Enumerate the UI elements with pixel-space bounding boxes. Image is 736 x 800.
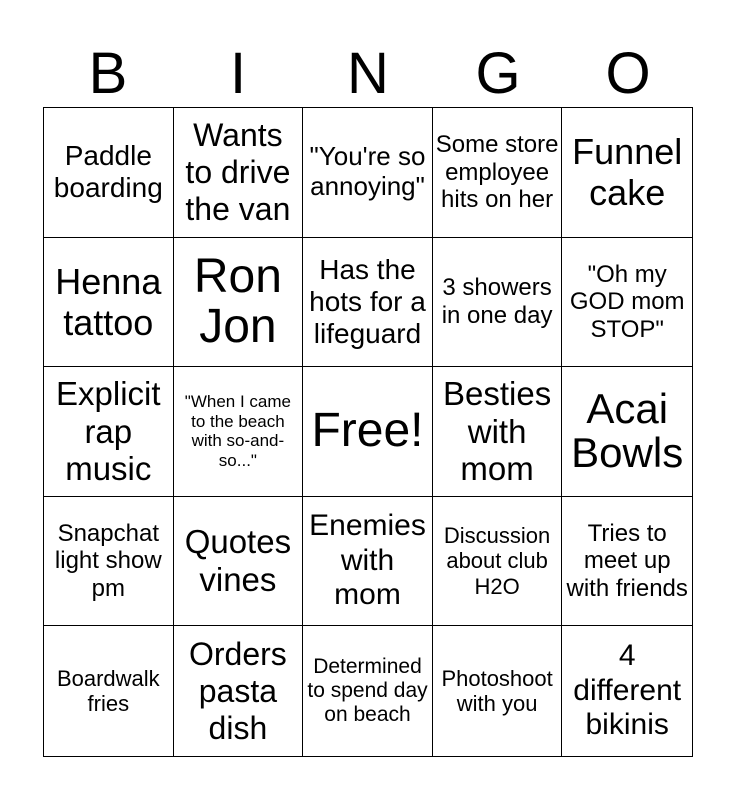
bingo-board: [43, 107, 693, 757]
bingo-cell-text: "You're so annoying": [309, 141, 426, 202]
bingo-cell-text: Determined to spend day on beach: [307, 654, 428, 727]
bingo-cell-text: 3 showers in one day: [441, 274, 553, 329]
bingo-cell-text: Explicit rap music: [56, 374, 161, 488]
bingo-cell[interactable]: [433, 108, 563, 238]
bingo-cell[interactable]: [174, 626, 304, 756]
bingo-cell[interactable]: [44, 497, 174, 627]
bingo-cell[interactable]: [174, 367, 304, 497]
bingo-cell-text: Some store employee hits on her: [435, 130, 559, 214]
bingo-cell-text: "When I came to the beach with so-and-so...": [184, 392, 291, 471]
bingo-cell-text: Funnel cake: [572, 130, 683, 214]
header-letter-b: B: [88, 41, 128, 106]
bingo-cell-text: 4 different bikinis: [573, 639, 682, 742]
free-space-text: Free!: [311, 404, 424, 458]
bingo-cell[interactable]: [44, 108, 174, 238]
bingo-cell[interactable]: [562, 367, 692, 497]
bingo-cell[interactable]: [174, 497, 304, 627]
bingo-cell-text: Boardwalk fries: [56, 665, 160, 717]
bingo-cell[interactable]: [433, 238, 563, 368]
bingo-cell-text: Ron Jon: [193, 249, 282, 353]
bingo-cell-text: Wants to drive the van: [185, 117, 291, 227]
bingo-cell-text: Photoshoot with you: [441, 665, 553, 717]
free-space[interactable]: [303, 367, 433, 497]
bingo-cell-text: Snapchat light show pm: [54, 519, 162, 602]
header-letter-n: N: [347, 41, 389, 106]
bingo-cell[interactable]: [44, 626, 174, 756]
header-letter-g: G: [475, 41, 521, 106]
bingo-cell[interactable]: [433, 626, 563, 756]
bingo-cell[interactable]: [303, 626, 433, 756]
bingo-cell[interactable]: [562, 497, 692, 627]
bingo-cell[interactable]: [562, 108, 692, 238]
bingo-cell-text: Has the hots for a lifeguard: [309, 253, 426, 349]
bingo-cell-text: Besties with mom: [442, 374, 552, 488]
bingo-cell[interactable]: [562, 238, 692, 368]
bingo-cell[interactable]: [433, 497, 563, 627]
bingo-cell[interactable]: [174, 238, 304, 368]
bingo-cell-text: Henna tattoo: [55, 260, 162, 343]
bingo-cell-text: Acai Bowls: [571, 385, 684, 477]
bingo-cell-text: Discussion about club H2O: [443, 523, 551, 599]
bingo-cell-text: Enemies with mom: [309, 509, 426, 612]
bingo-cell[interactable]: [303, 238, 433, 368]
bingo-cell-text: Orders pasta dish: [188, 636, 287, 746]
bingo-cell-text: Quotes vines: [184, 523, 292, 599]
bingo-cell[interactable]: [174, 108, 304, 238]
bingo-cell[interactable]: [303, 108, 433, 238]
bingo-cell-text: Paddle boarding: [53, 140, 163, 204]
bingo-header: [43, 40, 693, 108]
header-letter-i: I: [229, 41, 247, 106]
header-letter-o: O: [605, 41, 651, 106]
bingo-cell[interactable]: [44, 238, 174, 368]
bingo-cell-text: "Oh my GOD mom STOP": [569, 260, 685, 343]
bingo-cell[interactable]: [303, 497, 433, 627]
bingo-cell[interactable]: [44, 367, 174, 497]
bingo-cell-text: Tries to meet up with friends: [566, 519, 688, 602]
bingo-cell[interactable]: [433, 367, 563, 497]
bingo-cell[interactable]: [562, 626, 692, 756]
